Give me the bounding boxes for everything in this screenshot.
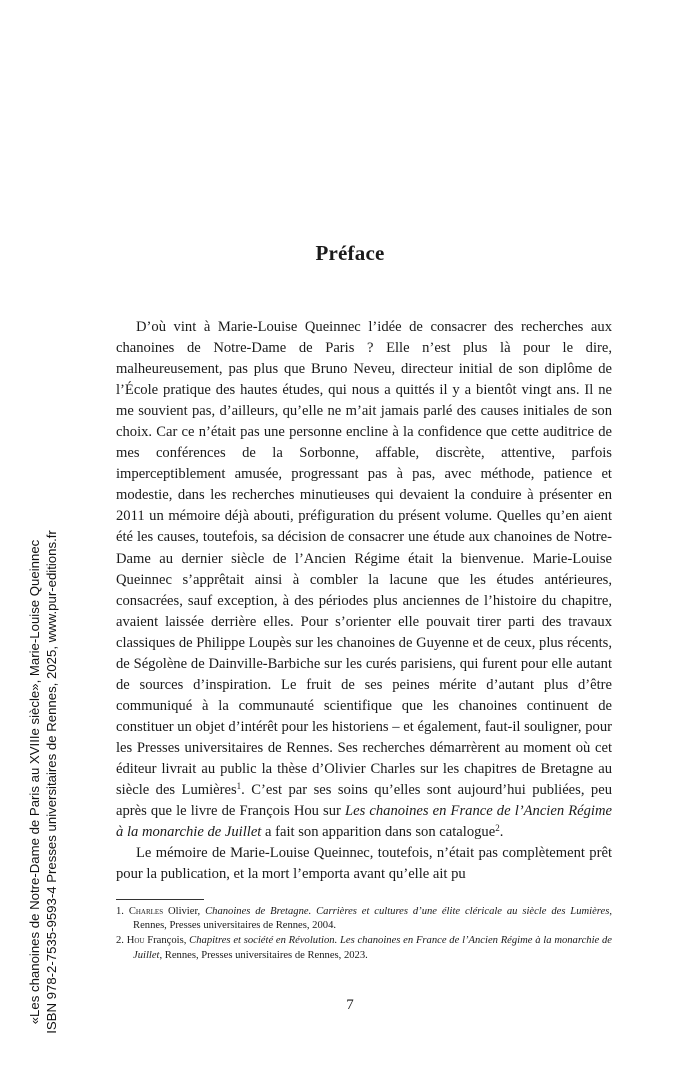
text-run: , Rennes, Presses universitaires de Rennes, 2023. [159, 949, 368, 961]
text-run: . [499, 824, 504, 841]
page-title: Préface [315, 241, 385, 265]
side-copyright [8, 502, 78, 1062]
footnote-ref: 1 [236, 781, 242, 792]
footnote-ref: 2 [495, 823, 500, 834]
author-surname: Charles [128, 906, 164, 917]
text-run: 1. [116, 906, 129, 917]
text-run: . C’est par ses soins qu’elles sont aujourd’hui publiées, peu après que le livre de François Hou sur [116, 782, 612, 820]
side-line-1: «Les chanoines de Notre-Dame de Paris au XVIIIe siècle», Marie-Louise Queinnec [27, 539, 42, 1025]
page-number: 7 [346, 997, 354, 1013]
italic-title: Les chanoines en France de l’Ancien Régime à la monarchie de Juillet [116, 803, 612, 841]
author-surname: Hou [126, 935, 145, 947]
text-run: a fait son apparition dans son catalogue [261, 824, 496, 841]
text-run: 2. [116, 935, 127, 947]
footnote-1 [116, 905, 612, 933]
paragraph-1 [116, 317, 612, 843]
side-line-2: ISBN 978-2-7535-9593-4 Presses universitaires de Rennes, 2025, www.pur-editions.fr [44, 530, 59, 1034]
italic-title: Chapitres et société en Révolution. Les chanoines en France de l’Ancien Régime à la monarchie de Juillet [133, 935, 612, 961]
text-run: Olivier, [163, 906, 206, 917]
italic-title: Chanoines de Bretagne. Carrières et cultures d’une élite cléricale au siècle des Lumières [205, 906, 610, 917]
text-run: Le mémoire de Marie-Louise Queinnec, toutefois, n’était pas complètement prêt pour la publication, et la mort l’emporta avant qu’elle ait pu [116, 845, 612, 883]
footnote-rule [116, 899, 204, 900]
text-run: François, [144, 935, 190, 947]
paragraph-2 [116, 843, 612, 885]
text-run: , Rennes, Presses universitaires de Rennes, 2004. [133, 906, 613, 932]
text-run: D’où vint à Marie-Louise Queinnec l’idée de consacrer des recherches aux chanoines de Notre-Dame de Paris ? Elle n’est plus là pour le dire, malheureusement, pas plus que Bruno Neveu, directeur initial de son diplôme de l’École pratique des hautes études, qui nous a quittés il y a bientôt vingt ans. Il ne me souvient pas, d’ailleurs, qu’elle ne m’ait jamais parlé des causes initiales de son choix. Car ce n’était pas une personne encline à la confidence que cette auditrice de mes conférences de la Sorbonne, affable, discrète, attentive, parfois imperceptiblement amusée, progressant pas à pas, avec méthode, patience et modestie, dans les recherches minutieuses qui devaient la conduire à présenter en 2011 un mémoire déjà abouti, préfiguration du présent volume. Quelles qu’en aient été les causes, toutefois, sa décision de consacrer une étude aux chanoines de Notre-Dame au dernier siècle de l’Ancien Régime était la bienvenue. Marie-Louise Queinnec s’apprêtait ainsi à combler la lacune que les études antérieures, consacrées, sauf exception, à des périodes plus anciennes de l’histoire du chapitre, avaient laissée derrière elles. Pour s’orienter elle pouvait tirer parti des travaux classiques de Philippe Loupès sur les chanoines de Guyenne et de ceux, plus récents, de Ségolène de Dainville-Barbiche sur les curés parisiens, qui furent pour elle autant de sources d’inspiration. Le fruit de ses peines mérite d’autant plus d’être communiqué à la communauté scientifique que les chanoines continuent de constituer un objet d’intérêt pour les historiens – et également, faut-il souligner, pour les Presses universitaires de Rennes. Ses recherches démarrèrent au moment où cet éditeur livrait au public la thèse d’Olivier Charles sur les chapitres de Bretagne au siècle des Lumières [116, 319, 612, 799]
footnotes [116, 905, 612, 964]
footnote-2 [116, 934, 612, 962]
preface-body [116, 317, 612, 885]
side-copyright-text [26, 502, 60, 1062]
